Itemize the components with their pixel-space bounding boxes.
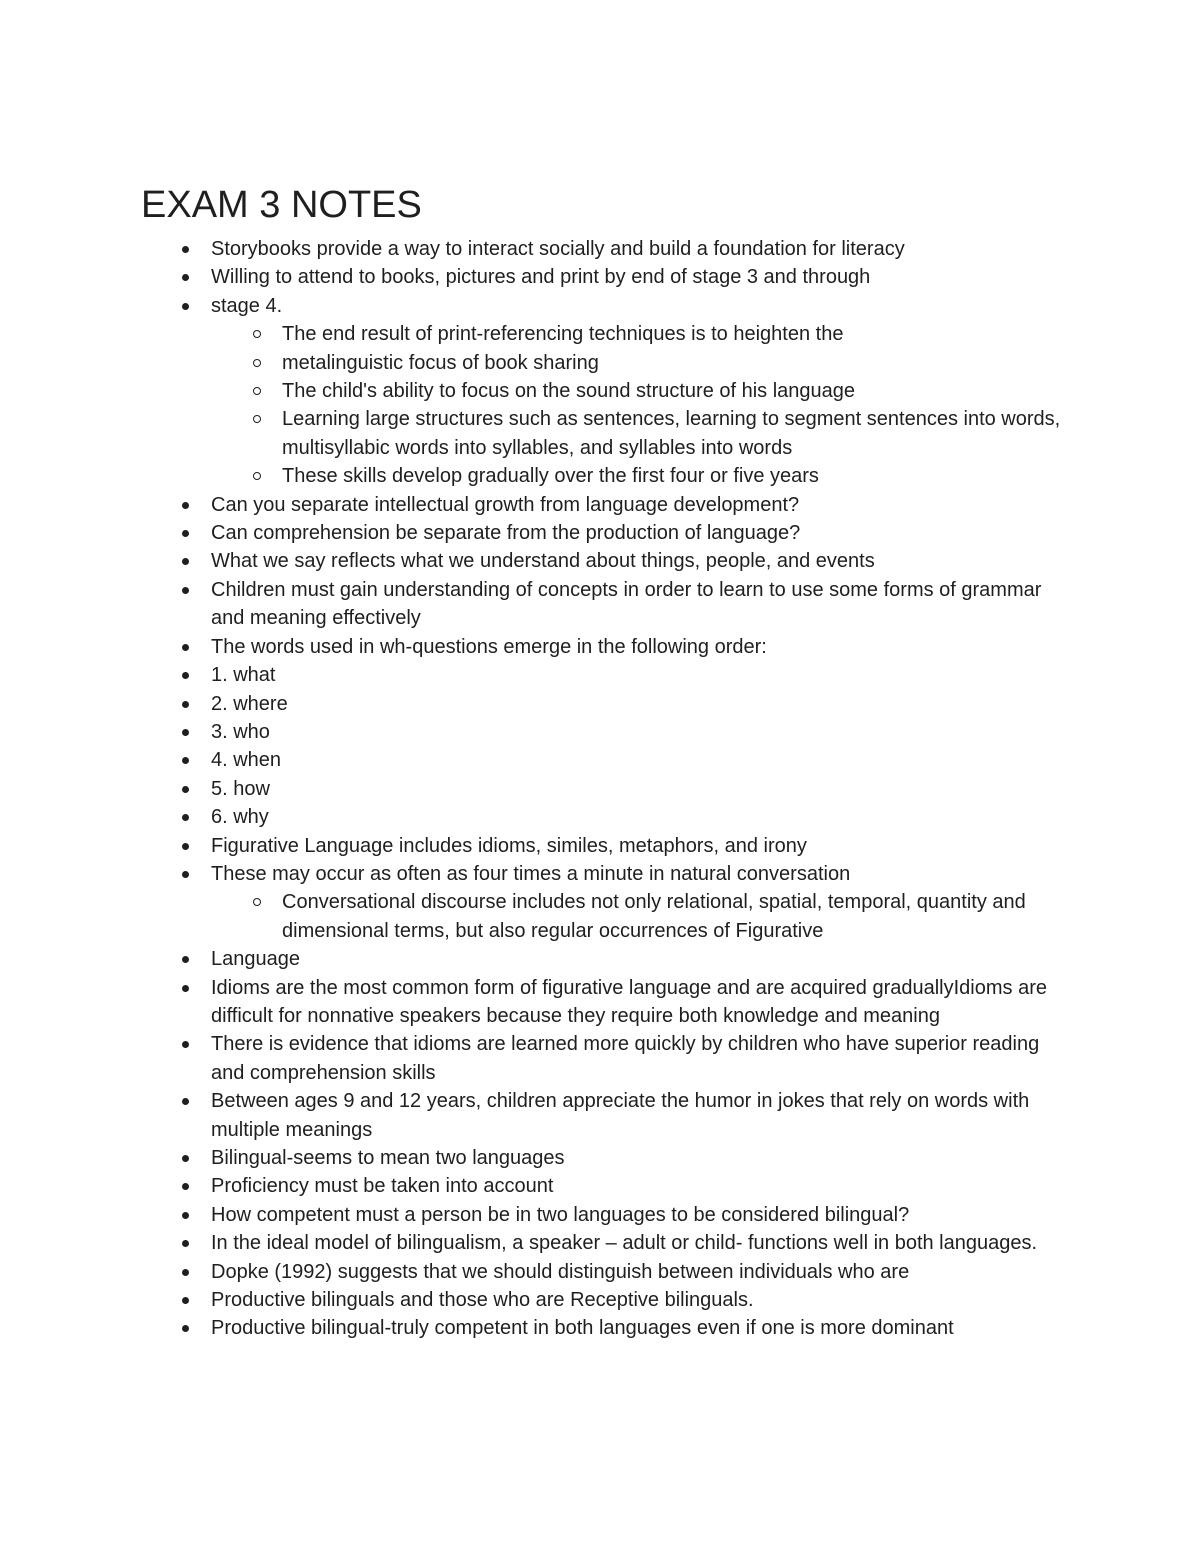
list-item-text: Proficiency must be taken into account [211,1175,554,1198]
bullet-icon [182,1183,189,1190]
list-item [211,1286,1071,1314]
list-item [211,746,1071,774]
list-item-text: stage 4. [211,294,283,317]
list-item [211,263,1071,291]
list-item [211,547,1071,575]
list-item [211,519,1071,547]
list-item-text: Children must gain understanding of concepts in order to learn to use some forms of grammar and meaning effectively [211,578,1042,630]
list-item [211,235,1071,263]
list-item-text: What we say reflects what we understand about things, people, and events [211,550,875,573]
list-item [211,491,1071,519]
list-item-text: Productive bilingual-truly competent in both languages even if one is more dominant [211,1317,954,1340]
list-item-text: Willing to attend to books, pictures and print by end of stage 3 and through [211,266,871,289]
list-item-text: 4. when [211,749,282,772]
bullet-icon [182,1212,189,1219]
notes-list [211,235,1071,1343]
list-item-text: 5. how [211,777,270,800]
list-item [211,974,1071,1031]
hollow-bullet-icon [253,415,261,423]
list-item [211,803,1071,831]
list-item [211,1258,1071,1286]
bullet-icon [182,814,189,821]
hollow-bullet-icon [253,898,261,906]
sub-list-item [282,377,1071,405]
bullet-icon [182,1155,189,1162]
list-item [211,832,1071,860]
list-item-text: In the ideal model of bilingualism, a speaker – adult or child- functions well in both languages. [211,1232,1038,1255]
list-item [211,1229,1071,1257]
bullet-icon [182,786,189,793]
list-item-text: Language [211,948,300,971]
bullet-icon [182,246,189,253]
bullet-icon [182,558,189,565]
bullet-icon [182,1240,189,1247]
list-item [211,633,1071,661]
list-item-text: Between ages 9 and 12 years, children appreciate the humor in jokes that rely on words with multiple meanings [211,1090,1030,1141]
bullet-icon [182,701,189,708]
list-item [211,1087,1071,1144]
list-item-text: Can you separate intellectual growth from language development? [211,493,800,516]
list-item [211,661,1071,689]
list-item-text: These skills develop gradually over the first four or five years [282,465,819,488]
list-item [211,775,1071,803]
bullet-icon [182,1325,189,1332]
list-item [211,1172,1071,1200]
list-item-text: Can comprehension be separate from the production of language? [211,522,801,545]
list-item-text: The end result of print-referencing techniques is to heighten the [282,323,844,346]
page-title: EXAM 3 NOTES [141,184,422,226]
bullet-icon [182,729,189,736]
bullet-icon [182,530,189,537]
sub-list-item [282,320,1071,348]
list-item [211,576,1071,633]
sub-list-item [282,349,1071,377]
list-item-text: Storybooks provide a way to interact socially and build a foundation for literacy [211,238,905,260]
list-item [211,1314,1071,1342]
bullet-icon [182,502,189,509]
bullet-icon [182,757,189,764]
list-item [211,292,1071,320]
bullet-icon [182,1098,189,1105]
hollow-bullet-icon [253,472,261,480]
sub-list-item [282,405,1071,462]
list-item [211,718,1071,746]
list-item-text: Dopke (1992) suggests that we should distinguish between individuals who are [211,1260,910,1283]
hollow-bullet-icon [253,387,261,395]
sub-list-item [282,462,1071,490]
list-item-text: The child's ability to focus on the sound structure of his language [282,380,856,403]
bullet-icon [182,843,189,850]
list-item-text: Learning large structures such as sentences, learning to segment sentences into words, multisyllabic words into syllables, and syllables into words [282,408,1061,459]
bullet-icon [182,644,189,651]
list-item-text: Idioms are the most common form of figurative language and are acquired graduallyIdioms are difficult for nonnative speakers because they require both knowledge and meaning [211,976,1047,1027]
bullet-icon [182,672,189,679]
list-item-text: 1. what [211,664,276,687]
list-item [211,860,1071,888]
bullet-icon [182,587,189,594]
bullet-icon [182,1041,189,1048]
list-item [211,1201,1071,1229]
bullet-icon [182,871,189,878]
list-item-text: The words used in wh-questions emerge in the following order: [211,635,767,658]
bullet-icon [182,985,189,992]
list-item-text: These may occur as often as four times a minute in natural conversation [211,862,851,885]
bullet-icon [182,1269,189,1276]
list-item-text: metalinguistic focus of book sharing [282,351,599,374]
list-item [211,1144,1071,1172]
list-item-text: 2. where [211,692,288,715]
hollow-bullet-icon [253,330,261,338]
list-item-text: 3. who [211,720,270,743]
list-item-text: How competent must a person be in two languages to be considered bilingual? [211,1203,910,1226]
list-item-text: Figurative Language includes idioms, similes, metaphors, and irony [211,834,807,857]
bullet-icon [182,956,189,963]
list-item-text: Bilingual-seems to mean two languages [211,1147,565,1169]
list-item [211,690,1071,718]
list-item-text: Conversational discourse includes not only relational, spatial, temporal, quantity and dimensional terms, but also regular occurrences of Figurative [282,891,1026,942]
list-item-text: There is evidence that idioms are learned more quickly by children who have superior reading and comprehension skills [211,1033,1040,1084]
bullet-icon [182,1297,189,1304]
hollow-bullet-icon [253,359,261,367]
list-item [211,945,1071,973]
bullet-icon [182,303,189,310]
list-item [211,1030,1071,1087]
list-item-text: Productive bilinguals and those who are Receptive bilinguals. [211,1289,754,1312]
sub-list-item [282,888,1071,945]
bullet-icon [182,274,189,281]
list-item-text: 6. why [211,806,269,829]
